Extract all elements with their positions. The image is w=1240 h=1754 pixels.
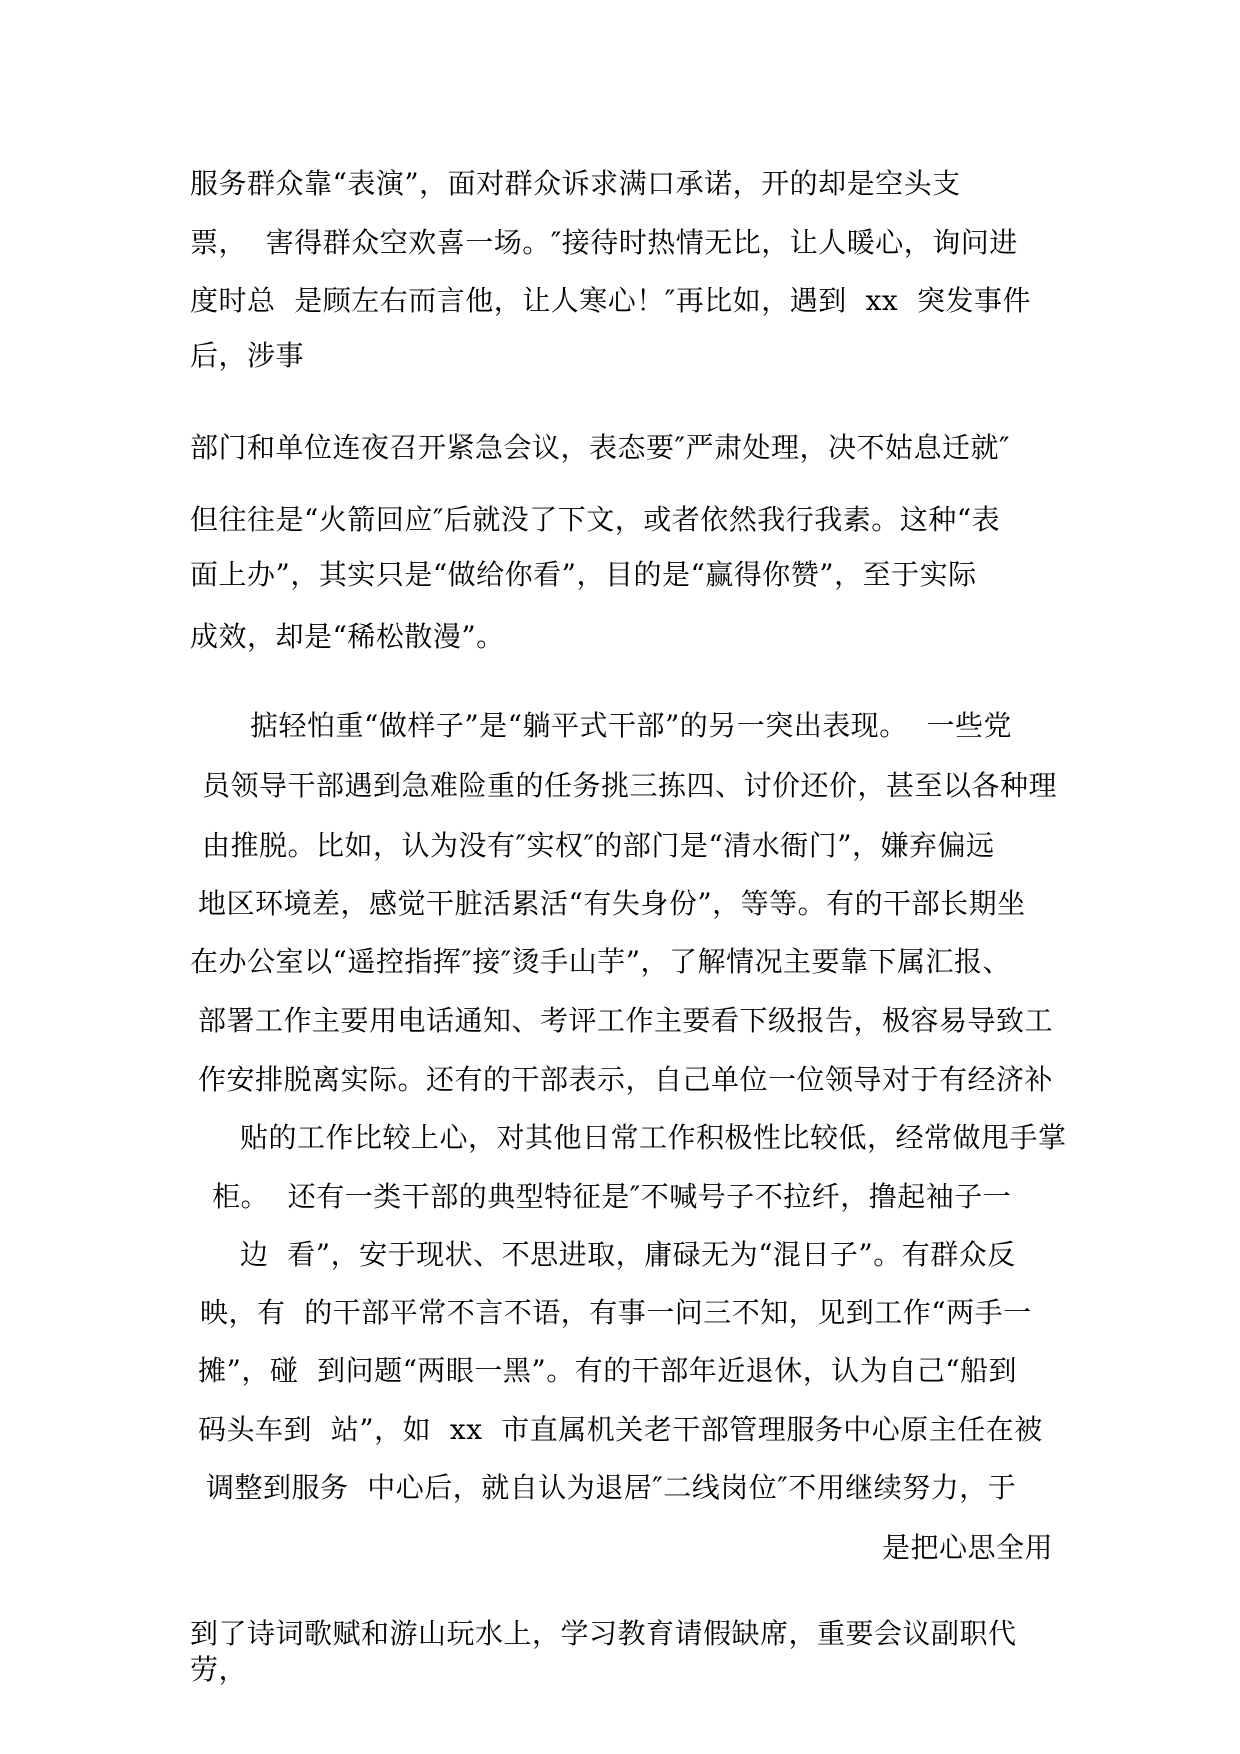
text-line: 摊”，碰 到问题“两眼一黑”。有的干部年近退休，认为自己“船到 [198,1354,1018,1387]
text-line: 度时总 是顾左右而言他，让人寒心！″再比如，遇到 xx 突发事件 [190,284,1031,317]
text-line: 部署工作主要用电话通知、考评工作主要看下级报告，极容易导致工 [198,1004,1054,1037]
text-line: 部门和单位连夜召开紧急会议，表态要″严肃处理，决不姑息迁就″ [190,431,1010,464]
text-line: 票， 害得群众空欢喜一场。″接待时热情无比，让人暖心，询问进 [190,226,1018,259]
text-line: 面上办”，其实只是“做给你看”，目的是“赢得你赞”，至于实际 [190,558,977,591]
text-line: 但往往是“火箭回应″后就没了下文，或者依然我行我素。这种“表 [190,503,1001,536]
text-line: 是把心思全用 [882,1531,1054,1564]
text-line: 码头车到 站”，如 xx 市直属机关老干部管理服务中心原主任在被 [198,1413,1043,1446]
text-line: 作安排脱离实际。还有的干部表示，自己单位一位领导对于有经济补 [198,1063,1054,1096]
text-line: 劳， [190,1653,248,1686]
text-line: 服务群众靠“表演”，面对群众诉求满口承诺，开的却是空头支 [190,167,961,200]
text-line: 员领导干部遇到急难险重的任务挑三拣四、讨价还价，甚至以各种理 [202,769,1058,802]
text-line: 到了诗词歌赋和游山玩水上，学习教育请假缺席，重要会议副职代 [190,1617,1017,1650]
text-line: 地区环境差，感觉干脏活累活“有失身份”，等等。有的干部长期坐 [198,887,1026,920]
text-line: 边 看”，安于现状、不思进取，庸碌无为“混日子”。有群众反 [240,1238,1016,1271]
text-line: 掂轻怕重“做样子”是“躺平式干部”的另一突出表现。 一些党 [250,709,1013,742]
text-line: 成效，却是“稀松散漫”。 [190,620,505,653]
text-line: 后，涉事 [190,339,305,372]
text-line: 调整到服务 中心后，就自认为退居″二线岗位″不用继续努力，于 [206,1471,1017,1504]
text-line: 由推脱。比如，认为没有″实权″的部门是“清水衙门”，嫌弃偏远 [202,829,995,862]
text-line: 映，有 的干部平常不言不语，有事一问三不知，见到工作“两手一 [200,1296,1032,1329]
text-line: 贴的工作比较上心，对其他日常工作积极性比较低，经常做甩手掌 [240,1121,1067,1154]
text-line: 柜。 还有一类干部的典型特征是″不喊号子不拉纤，撸起袖子一 [212,1180,1012,1213]
text-line: 在办公室以“遥控指挥″接″烫手山芋”，了解情况主要靠下属汇报、 [190,945,1012,978]
